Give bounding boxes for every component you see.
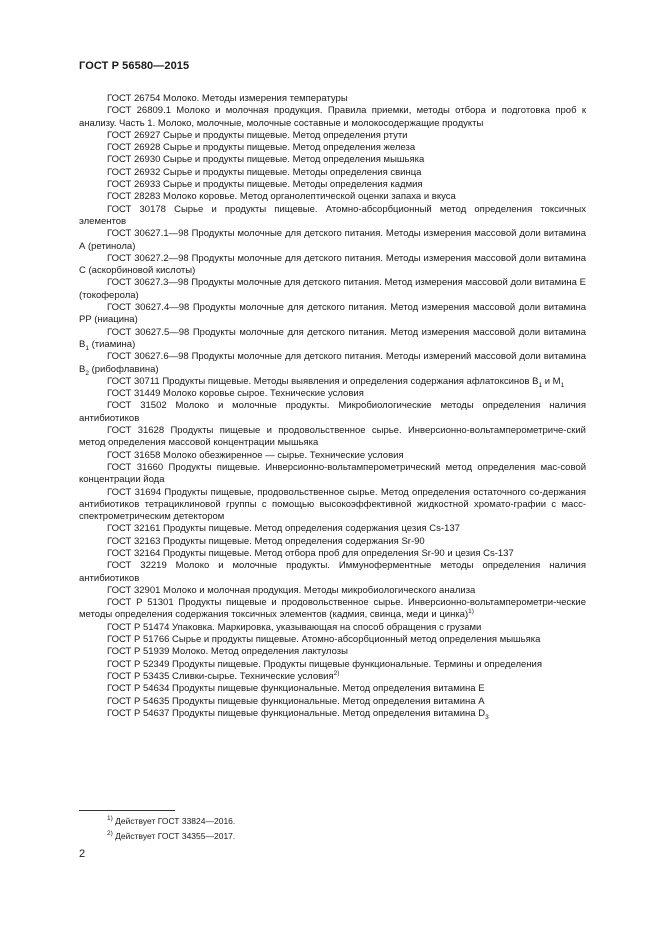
reference-text: ГОСТ 30627.1—98 Продукты молочные для детского питания. Методы измерения массовой доли витамина А (ретинола) bbox=[79, 228, 586, 252]
reference-text: ГОСТ 30711 Продукты пищевые. Методы выявления и определения содержания афлатоксинов В bbox=[107, 375, 539, 387]
reference-text: ГОСТ Р 51301 Продукты пищевые и продовольственное сырье. Инверсионно-вольтамперометри-ческие методы определения содержания токсичных элементов (кадмия, свинца, меди и цинка) bbox=[79, 597, 586, 621]
reference-text: ГОСТ 32901 Молоко и молочная продукция. Методы микробиологического анализа bbox=[107, 584, 476, 596]
reference-text: ГОСТ 30627.3—98 Продукты молочные для детского питания. Метод измерения массовой доли витамина Е (токоферола) bbox=[79, 277, 586, 301]
footnote-mark: 2) bbox=[333, 669, 340, 677]
reference-text: ГОСТ 32163 Продукты пищевые. Метод определения содержания Sr-90 bbox=[107, 535, 425, 547]
reference-text: ГОСТ Р 54635 Продукты пищевые функциональные. Метод определения витамина А bbox=[107, 695, 485, 707]
reference-item bbox=[79, 142, 586, 154]
reference-item bbox=[79, 671, 586, 683]
reference-text: ГОСТ Р 52349 Продукты пищевые. Продукты пищевые функциональные. Термины и определения bbox=[107, 658, 542, 670]
footnote-mark: 2) bbox=[107, 830, 113, 838]
reference-item bbox=[79, 462, 586, 487]
reference-tail: (рибофлавина) bbox=[88, 363, 159, 375]
reference-subscript: 1 bbox=[560, 381, 565, 389]
reference-text: ГОСТ 31449 Молоко коровье сырое. Технические условия bbox=[107, 388, 364, 400]
reference-item bbox=[79, 585, 586, 597]
footnote-divider bbox=[79, 810, 175, 811]
reference-item bbox=[79, 425, 586, 450]
reference-text: ГОСТ Р 53435 Сливки-сырье. Технические условия bbox=[107, 670, 334, 682]
reference-item bbox=[79, 327, 586, 352]
reference-item bbox=[79, 388, 586, 400]
reference-item bbox=[79, 487, 586, 524]
reference-item bbox=[79, 659, 586, 671]
reference-text: ГОСТ 30627.5—98 Продукты молочные для детского питания. Метод измерения массовой доли витамина В bbox=[79, 326, 586, 350]
reference-text: ГОСТ 32161 Продукты пищевые. Метод определения содержания цезия Cs-137 bbox=[107, 523, 460, 535]
reference-subscript: 3 bbox=[485, 713, 489, 721]
reference-text: ГОСТ 26933 Сырье и продукты пищевые. Методы определения кадмия bbox=[107, 179, 423, 191]
reference-item bbox=[79, 450, 586, 462]
reference-item bbox=[79, 302, 586, 327]
reference-item bbox=[79, 646, 586, 658]
footnote-mark: 1) bbox=[468, 608, 474, 616]
reference-item bbox=[79, 536, 586, 548]
reference-text: ГОСТ 31694 Продукты пищевые, продовольственное сырье. Метод определения остаточного со-держания антибиотиков тетрациклиновой группы с помощью высокоэффективной жидкостной хромато-графии с масс-спектрометрическим детектором bbox=[79, 486, 586, 523]
reference-item bbox=[79, 105, 586, 130]
reference-item bbox=[79, 622, 586, 634]
reference-item bbox=[79, 634, 586, 646]
reference-text: ГОСТ 28283 Молоко коровье. Метод органолептической оценки запаха и вкуса bbox=[107, 191, 456, 203]
reference-item bbox=[79, 351, 586, 376]
reference-text: ГОСТ Р 51474 Упаковка. Маркировка, указывающая на способ обращения с грузами bbox=[107, 621, 482, 633]
reference-item bbox=[79, 683, 586, 695]
reference-text: ГОСТ 30627.6—98 Продукты молочные для детского питания. Методы измерений массовой доли витамина В bbox=[79, 351, 586, 375]
page-header: ГОСТ Р 56580—2015 bbox=[79, 60, 190, 72]
reference-item bbox=[79, 228, 586, 253]
reference-item bbox=[79, 696, 586, 708]
reference-item bbox=[79, 597, 586, 622]
footnote-text: Действует ГОСТ 33824—2016. bbox=[112, 816, 236, 826]
reference-text: ГОСТ 26927 Сырье и продукты пищевые. Метод определения ртути bbox=[107, 129, 408, 141]
reference-text: ГОСТ 26754 Молоко. Методы измерения температуры bbox=[107, 93, 348, 104]
reference-tail: (тиамина) bbox=[88, 338, 136, 350]
reference-text: ГОСТ Р 54637 Продукты пищевые функциональные. Метод определения витамина D bbox=[107, 707, 486, 719]
normative-references-list bbox=[79, 93, 586, 720]
reference-item bbox=[79, 277, 586, 302]
reference-item bbox=[79, 400, 586, 425]
reference-item bbox=[79, 93, 586, 105]
reference-text: ГОСТ Р 54634 Продукты пищевые функциональные. Метод определения витамина Е bbox=[107, 683, 485, 695]
reference-text: ГОСТ 26932 Сырье и продукты пищевые. Методы определения свинца bbox=[107, 166, 422, 178]
reference-item bbox=[79, 130, 586, 142]
page-number: 2 bbox=[79, 848, 86, 860]
reference-item bbox=[79, 376, 586, 388]
footnotes bbox=[79, 814, 235, 844]
reference-text: ГОСТ Р 51939 Молоко. Метод определения лактулозы bbox=[107, 646, 348, 658]
reference-text: ГОСТ 30627.2—98 Продукты молочные для детского питания. Методы измерения массовой доли витамина С (аскорбиновой кислоты) bbox=[79, 252, 586, 277]
reference-text: ГОСТ 30627.4—98 Продукты молочные для детского питания. Метод измерения массовой доли витамина РР (ниацина) bbox=[79, 302, 586, 326]
reference-subscript: 2 bbox=[85, 369, 89, 377]
reference-text: ГОСТ 32219 Молоко и молочные продукты. Иммуноферментные методы определения наличия антибиотиков bbox=[79, 560, 586, 584]
reference-tail: и М bbox=[542, 375, 561, 387]
reference-item bbox=[79, 167, 586, 179]
reference-item bbox=[79, 179, 586, 191]
reference-text: ГОСТ Р 51766 Сырье и продукты пищевые. Атомно-абсорбционный метод определения мышьяка bbox=[107, 634, 541, 646]
reference-subscript: 1 bbox=[538, 381, 543, 389]
reference-item bbox=[79, 708, 586, 720]
reference-item bbox=[79, 253, 586, 278]
reference-text: ГОСТ 31660 Продукты пищевые. Инверсионно-вольтамперометрический метод определения мас-совой концентрации йода bbox=[79, 461, 586, 486]
reference-text: ГОСТ 31658 Молоко обезжиренное — сырье. Технические условия bbox=[107, 449, 404, 461]
reference-text: ГОСТ 26809.1 Молоко и молочная продукция. Правила приемки, методы отбора и подготовка проб к анализу. Часть 1. Молоко, молочные, молочные составные и молокосодержащие продукты bbox=[79, 105, 586, 129]
reference-text: ГОСТ 31628 Продукты пищевые и продовольственное сырье. Инверсионно-вольтамперометриче-ский метод определения массовой концентрации мышьяка bbox=[79, 425, 586, 449]
footnote-item bbox=[79, 829, 235, 844]
footnote-item bbox=[79, 814, 235, 829]
reference-text: ГОСТ 26928 Сырье и продукты пищевые. Метод определения железа bbox=[107, 142, 416, 154]
reference-item bbox=[79, 191, 586, 203]
reference-item bbox=[79, 560, 586, 585]
reference-text: ГОСТ 30178 Сырье и продукты пищевые. Атомно-абсорбционный метод определения токсичных элементов bbox=[79, 203, 586, 227]
reference-text: ГОСТ 31502 Молоко и молочные продукты. Микробиологические методы определения наличия антибиотиков bbox=[79, 400, 586, 424]
reference-item bbox=[79, 204, 586, 229]
footnote-mark: 1) bbox=[107, 815, 113, 823]
reference-text: ГОСТ 26930 Сырье и продукты пищевые. Метод определения мышьяка bbox=[107, 154, 425, 166]
reference-item bbox=[79, 154, 586, 166]
reference-text: ГОСТ 32164 Продукты пищевые. Метод отбора проб для определения Sr-90 и цезия Cs-137 bbox=[107, 547, 514, 559]
reference-subscript: 1 bbox=[85, 344, 89, 352]
reference-item bbox=[79, 548, 586, 560]
reference-item bbox=[79, 523, 586, 535]
footnote-text: Действует ГОСТ 34355—2017. bbox=[112, 831, 236, 841]
